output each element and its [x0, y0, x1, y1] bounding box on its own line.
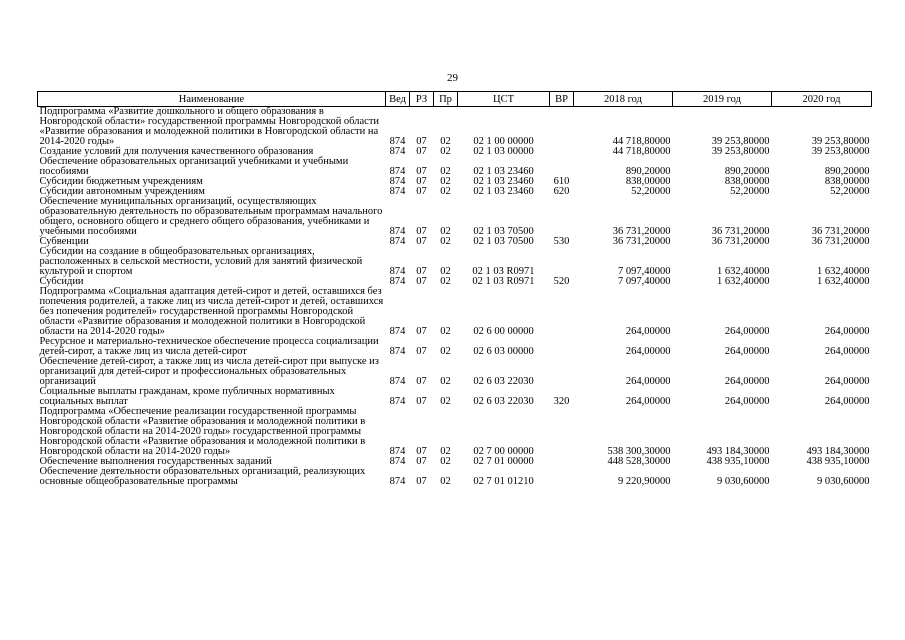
row-name: Субвенции [39, 236, 89, 247]
table-row [38, 337, 872, 357]
row-ved: 874 [389, 346, 406, 357]
row-cst: 02 1 03 70500 [473, 236, 534, 247]
row-pr: 02 [440, 176, 451, 187]
table-row [38, 467, 872, 487]
row-cst: 02 1 03 23460 [473, 166, 534, 177]
row-2020: 1 632,40000 [817, 266, 870, 277]
row-2020: 39 253,80000 [811, 136, 870, 147]
row-rz: 07 [416, 476, 427, 487]
row-cst: 02 7 00 00000 [473, 446, 534, 457]
row-rz: 07 [416, 456, 427, 467]
row-2018: 36 731,20000 [612, 226, 671, 237]
row-cst: 02 1 03 23460 [473, 176, 534, 187]
row-ved: 874 [389, 186, 406, 197]
row-ved: 874 [389, 446, 406, 457]
row-rz: 07 [416, 226, 427, 237]
row-vr: 520 [553, 276, 570, 287]
row-2018: 538 300,30000 [607, 446, 671, 457]
row-2019: 52,20000 [730, 186, 770, 197]
row-2020: 52,20000 [830, 186, 870, 197]
budget-table [37, 91, 872, 487]
row-pr: 02 [440, 146, 451, 157]
row-2020: 9 030,60000 [817, 476, 870, 487]
row-2020: 493 184,30000 [806, 446, 870, 457]
row-cst: 02 1 03 70500 [473, 226, 534, 237]
header-name: Наименование [38, 92, 386, 107]
row-cst: 02 1 00 00000 [473, 136, 534, 147]
row-name: Обеспечение муниципальных организаций, осуществляющих образовательную деятельность по образовательным программам начального общего, основного общего и среднего общего образования, учебниками и учебными пособиями [39, 196, 383, 237]
row-rz: 07 [416, 166, 427, 177]
row-ved: 874 [389, 476, 406, 487]
row-vr: 320 [553, 396, 570, 407]
header-pr: Пр [434, 92, 458, 107]
row-ved: 874 [389, 236, 406, 247]
row-2019: 264,00000 [724, 326, 770, 337]
row-2019: 264,00000 [724, 346, 770, 357]
row-2018: 264,00000 [625, 396, 671, 407]
row-vr [550, 197, 574, 237]
row-name: Субсидии [39, 276, 84, 287]
row-ved: 874 [389, 136, 406, 147]
row-ved: 874 [389, 276, 406, 287]
row-cst: 02 6 03 22030 [473, 376, 534, 387]
row-2020: 838,00000 [824, 176, 870, 187]
row-2020: 264,00000 [824, 396, 870, 407]
header-2018: 2018 год [574, 92, 673, 107]
row-rz: 07 [416, 186, 427, 197]
table-header-row [38, 92, 872, 107]
row-2018: 52,20000 [631, 186, 671, 197]
row-2020: 890,20000 [824, 166, 870, 177]
row-rz: 07 [416, 236, 427, 247]
row-rz: 07 [416, 146, 427, 157]
row-pr: 02 [440, 226, 451, 237]
row-rz: 07 [416, 136, 427, 147]
row-pr: 02 [440, 396, 451, 407]
row-rz: 07 [416, 396, 427, 407]
row-cst: 02 7 01 01210 [473, 476, 534, 487]
row-pr: 02 [440, 446, 451, 457]
row-pr: 02 [440, 276, 451, 287]
row-vr [550, 107, 574, 148]
header-vr: ВР [550, 92, 574, 107]
row-name: Создание условий для получения качественного образования [39, 146, 314, 157]
row-pr: 02 [440, 236, 451, 247]
header-2020: 2020 год [772, 92, 872, 107]
row-cst: 02 1 03 23460 [473, 186, 534, 197]
row-2018: 36 731,20000 [612, 236, 671, 247]
row-name: Обеспечение деятельности образовательных организаций, реализующих основные общеобразовательные программы [39, 466, 366, 487]
row-2018: 264,00000 [625, 346, 671, 357]
row-2019: 39 253,80000 [711, 146, 770, 157]
row-2020: 36 731,20000 [811, 236, 870, 247]
row-vr [550, 407, 574, 457]
row-ved: 874 [389, 176, 406, 187]
row-name: Субсидии бюджетным учреждениям [39, 176, 203, 187]
row-cst: 02 6 03 22030 [473, 396, 534, 407]
row-rz: 07 [416, 176, 427, 187]
row-2019: 36 731,20000 [711, 236, 770, 247]
table-row [38, 107, 872, 148]
row-ved: 874 [389, 146, 406, 157]
table-row [38, 247, 872, 277]
row-vr [550, 467, 574, 487]
row-2019: 264,00000 [724, 376, 770, 387]
row-2019: 1 632,40000 [717, 276, 770, 287]
row-2018: 7 097,40000 [618, 276, 671, 287]
row-vr [550, 357, 574, 387]
row-name: Субсидии на создание в общеобразовательных организациях, расположенных в сельской местности, условий для занятий физической культурой и спортом [39, 246, 363, 277]
row-rz: 07 [416, 346, 427, 357]
row-ved: 874 [389, 166, 406, 177]
row-name: Обеспечение выполнения государственных заданий [39, 456, 272, 467]
row-vr [550, 247, 574, 277]
header-ved: Вед [386, 92, 410, 107]
row-2020: 264,00000 [824, 326, 870, 337]
row-2020: 438 935,10000 [806, 456, 870, 467]
row-pr: 02 [440, 186, 451, 197]
row-2019: 36 731,20000 [711, 226, 770, 237]
row-pr: 02 [440, 326, 451, 337]
row-cst: 02 6 03 00000 [473, 346, 534, 357]
row-rz: 07 [416, 326, 427, 337]
row-ved: 874 [389, 456, 406, 467]
row-name: Подпрограмма «Развитие дошкольного и общего образования в Новгородской области» государственной программы Новгородской области «Развитие образования и молодежной политики в Новгородской области на 2014-2020 годы» [39, 106, 380, 147]
row-2020: 36 731,20000 [811, 226, 870, 237]
row-vr: 620 [553, 186, 570, 197]
header-2019: 2019 год [673, 92, 772, 107]
row-2019: 39 253,80000 [711, 136, 770, 147]
row-rz: 07 [416, 446, 427, 457]
row-name: Социальные выплаты гражданам, кроме публичных нормативных социальных выплат [39, 386, 335, 407]
row-2019: 438 935,10000 [706, 456, 770, 467]
row-cst: 02 6 00 00000 [473, 326, 534, 337]
row-rz: 07 [416, 266, 427, 277]
row-2019: 1 632,40000 [717, 266, 770, 277]
row-vr: 610 [553, 176, 570, 187]
row-2018: 44 718,80000 [612, 136, 671, 147]
row-name: Подпрограмма «Социальная адаптация детей-сирот и детей, оставшихся без попечения родителей, а также лиц из числа детей-сирот и детей, оставшихся без попечения родителей» государственной программы Новгородской области «Развитие образования и молодежной политики в Новгородской области на 2014-2020 годы» [39, 286, 384, 337]
row-2020: 264,00000 [824, 376, 870, 387]
row-vr [550, 157, 574, 177]
row-2018: 838,00000 [625, 176, 671, 187]
row-cst: 02 1 03 00000 [473, 146, 534, 157]
row-2018: 44 718,80000 [612, 146, 671, 157]
row-pr: 02 [440, 346, 451, 357]
row-2018: 890,20000 [625, 166, 671, 177]
row-pr: 02 [440, 266, 451, 277]
row-2019: 264,00000 [724, 396, 770, 407]
row-2019: 9 030,60000 [717, 476, 770, 487]
header-cst: ЦСТ [458, 92, 550, 107]
row-name: Обеспечение образовательных организаций учебниками и учебными пособиями [39, 156, 349, 177]
row-vr [550, 457, 574, 467]
table-row [38, 387, 872, 407]
row-2018: 264,00000 [625, 326, 671, 337]
row-ved: 874 [389, 396, 406, 407]
table-row [38, 157, 872, 177]
row-name: Подпрограмма «Обеспечение реализации государственной программы Новгородской области «Развитие образования и молодежной политики в Новгородской области на 2014-2020 годы» государственной программы Новгородской области «Развитие образования и молодежной политики в Новгородской области на 2014-2020 годы» [39, 406, 366, 457]
row-pr: 02 [440, 456, 451, 467]
row-vr [550, 147, 574, 157]
row-ved: 874 [389, 266, 406, 277]
row-cst: 02 1 03 R0971 [472, 266, 535, 277]
row-2020: 39 253,80000 [811, 146, 870, 157]
row-2018: 448 528,30000 [607, 456, 671, 467]
header-rz: РЗ [410, 92, 434, 107]
row-2020: 264,00000 [824, 346, 870, 357]
row-ved: 874 [389, 376, 406, 387]
row-rz: 07 [416, 276, 427, 287]
row-pr: 02 [440, 476, 451, 487]
row-2019: 838,00000 [724, 176, 770, 187]
table-row [38, 407, 872, 457]
row-vr [550, 287, 574, 337]
row-ved: 874 [389, 326, 406, 337]
row-pr: 02 [440, 136, 451, 147]
row-pr: 02 [440, 166, 451, 177]
row-cst: 02 7 01 00000 [473, 456, 534, 467]
table-row [38, 197, 872, 237]
row-pr: 02 [440, 376, 451, 387]
row-cst: 02 1 03 R0971 [472, 276, 535, 287]
page-number: 29 [447, 72, 458, 84]
row-2020: 1 632,40000 [817, 276, 870, 287]
row-vr [550, 337, 574, 357]
row-2019: 493 184,30000 [706, 446, 770, 457]
row-name: Обеспечение детей-сирот, а также лиц из числа детей-сирот при выпуске из организаций для детей-сирот и профессиональных образовательных организаций [39, 356, 379, 387]
row-2018: 9 220,90000 [618, 476, 671, 487]
row-ved: 874 [389, 226, 406, 237]
row-vr: 530 [553, 236, 570, 247]
row-2018: 264,00000 [625, 376, 671, 387]
table-row [38, 287, 872, 337]
table-row [38, 357, 872, 387]
row-2019: 890,20000 [724, 166, 770, 177]
row-name: Ресурсное и материально-техническое обеспечение процесса социализации детей-сирот, а также лиц из числа детей-сирот [39, 336, 379, 357]
row-rz: 07 [416, 376, 427, 387]
row-name: Субсидии автономным учреждениям [39, 186, 205, 197]
row-2018: 7 097,40000 [618, 266, 671, 277]
